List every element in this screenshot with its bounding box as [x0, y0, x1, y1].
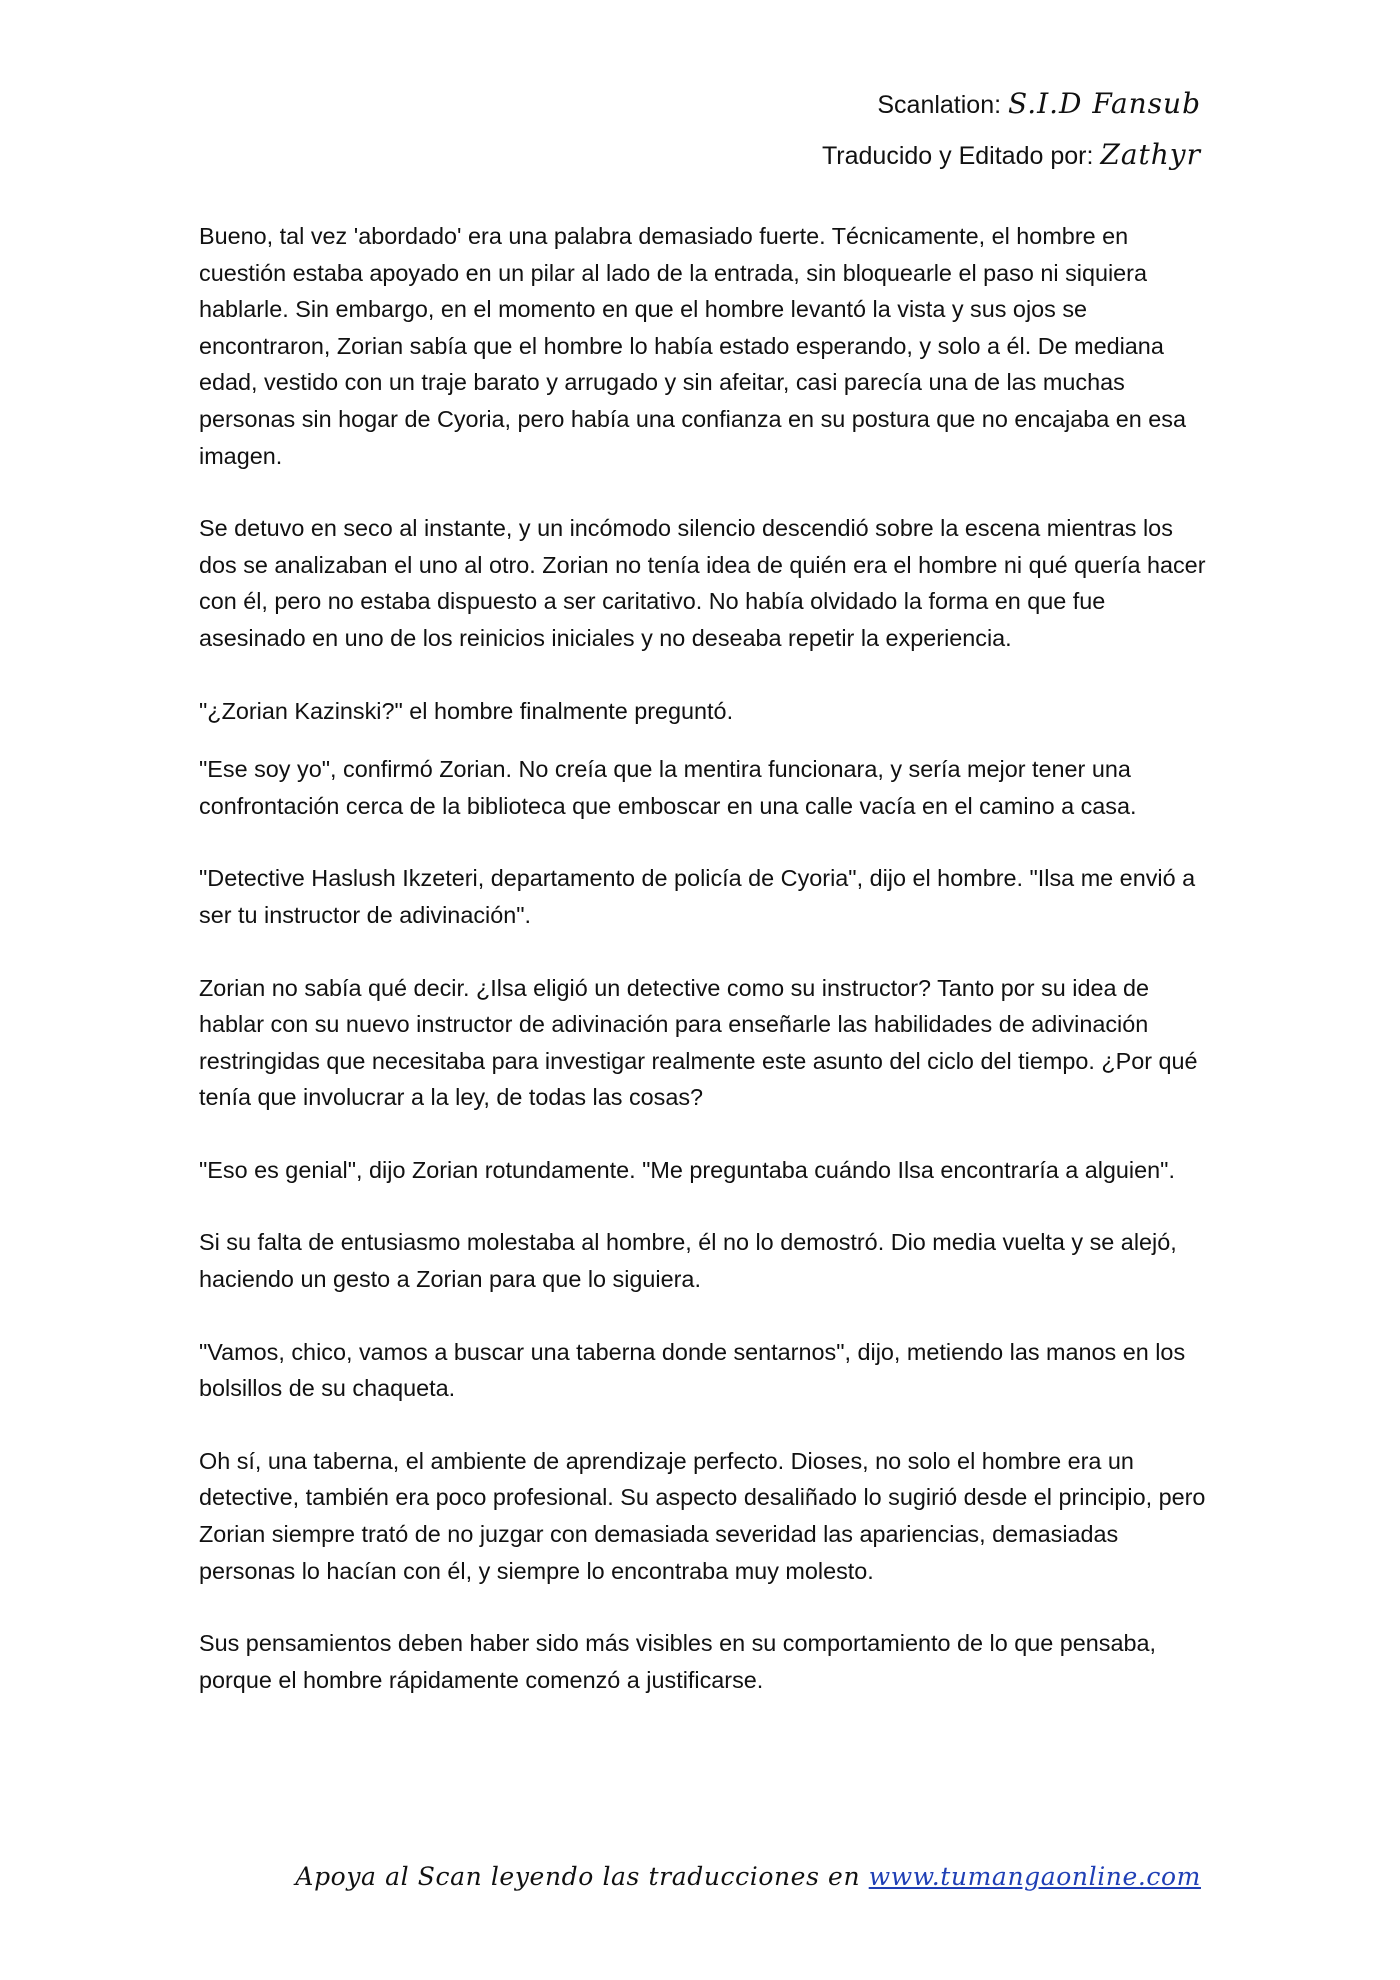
- footer-text: Apoya al Scan leyendo las traducciones en: [295, 1862, 861, 1891]
- paragraph: Sus pensamientos deben haber sido más visibles en su comportamiento de lo que pensaba, porque el hombre rápidamente comenzó a justificarse.: [199, 1630, 1157, 1693]
- paragraph: Se detuvo en seco al instante, y un incómodo silencio descendió sobre la escena mientras los dos se analizaban el uno al otro. Zorian no tenía idea de quién era el hombre ni qué quería hacer con él, pero no estaba dispuesto a ser caritativo. No había olvidado la forma en que fue asesinado en uno de los reinicios iniciales y no deseaba repetir la experiencia.: [199, 515, 1206, 651]
- paragraph: Zorian no sabía qué decir. ¿Ilsa eligió un detective como su instructor? Tanto por su idea de hablar con su nuevo instructor de adivinación para enseñarle las habilidades de adivinación restringidas que necesitaba para investigar realmente este asunto del ciclo del tiempo. ¿Por qué tenía que involucrar a la ley, de todas las cosas?: [199, 974, 1198, 1111]
- translator-credit: [822, 139, 1201, 172]
- paragraph: Si su falta de entusiasmo molestaba al hombre, él no lo demostró. Dio media vuelta y se alejó, haciendo un gesto a Zorian para que lo siguiera.: [199, 1229, 1177, 1293]
- scanlation-label: Scanlation:: [877, 91, 1002, 119]
- credits-header: [822, 88, 1201, 190]
- scanlation-credit: [822, 88, 1201, 121]
- paragraph: "¿Zorian Kazinski?" el hombre finalmente preguntó.: [199, 697, 734, 724]
- footer-site-link[interactable]: www.tumangaonline.com: [868, 1862, 1201, 1891]
- translator-label: Traducido y Editado por:: [821, 142, 1094, 170]
- paragraph: "Vamos, chico, vamos a buscar una taberna donde sentarnos", dijo, metiendo las manos en los bolsillos de su chaqueta.: [199, 1338, 1186, 1402]
- paragraph: "Ese soy yo", confirmó Zorian. No creía que la mentira funcionara, y sería mejor tener una confrontación cerca de la biblioteca que emboscar en una calle vacía en el camino a casa.: [199, 756, 1137, 819]
- footer-promo: [295, 1862, 1201, 1891]
- paragraph: "Eso es genial", dijo Zorian rotundamente. "Me preguntaba cuándo Ilsa encontraría a alguien".: [199, 1156, 1175, 1183]
- story-body: [199, 218, 1209, 1734]
- scanlation-group-name: S.I.D Fansub: [1008, 87, 1201, 120]
- paragraph: Bueno, tal vez 'abordado' era una palabra demasiado fuerte. Técnicamente, el hombre en cuestión estaba apoyado en un pilar al lado de la entrada, sin bloquearle el paso ni siquiera hablarle. Sin embargo, en el momento en que el hombre levantó la vista y sus ojos se encontraron, Zorian sabía que el hombre lo había estado esperando, y solo a él. De mediana edad, vestido con un traje barato y arrugado y sin afeitar, casi parecía una de las muchas personas sin hogar de Cyoria, pero había una confianza en su postura que no encajaba en esa imagen.: [199, 223, 1186, 469]
- paragraph: "Detective Haslush Ikzeteri, departamento de policía de Cyoria", dijo el hombre. "Ilsa me envió a ser tu instructor de adivinación".: [199, 865, 1196, 928]
- translator-name: Zathyr: [1100, 138, 1201, 171]
- paragraph: Oh sí, una taberna, el ambiente de aprendizaje perfecto. Dioses, no solo el hombre era un detective, también era poco profesional. Su aspecto desaliñado lo sugirió desde el principio, pero Zorian siempre trató de no juzgar con demasiada severidad las apariencias, demasiadas personas lo hacían con él, y siempre lo encontraba muy molesto.: [199, 1447, 1206, 1584]
